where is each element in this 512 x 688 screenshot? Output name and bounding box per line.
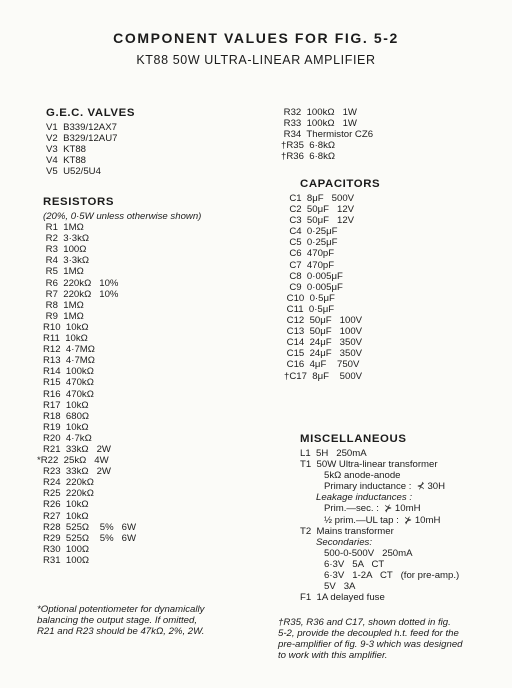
list-item: C10 0·5μF <box>284 292 335 304</box>
list-item: R32 100kΩ 1W <box>281 107 357 118</box>
resistors-heading: RESISTORS <box>43 196 115 208</box>
list-item: R15 470kΩ <box>43 377 94 389</box>
list-item: R16 470kΩ <box>43 388 94 400</box>
footnote-line: to work with this amplifier. <box>278 650 388 662</box>
list-item: R34 Thermistor CZ6 <box>281 129 374 141</box>
list-item: *R22 25kΩ 4W <box>37 455 109 467</box>
list-item: R7 220kΩ 10% <box>43 288 119 300</box>
footnote-line: †R35, R36 and C17, shown dotted in fig. <box>278 617 451 628</box>
list-item: R14 100kΩ <box>43 366 94 378</box>
list-item: R11 10kΩ <box>43 333 88 345</box>
list-item: R24 220kΩ <box>43 477 94 489</box>
miscellaneous-list <box>300 448 459 603</box>
list-item: R1 1MΩ <box>43 222 84 234</box>
list-item: C16 4μF 750V <box>284 359 360 371</box>
list-item: C14 24μF 350V <box>284 337 363 349</box>
list-item: C11 0·5μF <box>284 303 335 315</box>
list-item: R30 100Ω <box>43 543 90 555</box>
list-item: R25 220kΩ <box>43 488 94 500</box>
list-item: R9 1MΩ <box>43 310 84 322</box>
list-item: V4 KT88 <box>46 155 86 167</box>
resistors-list <box>37 222 201 566</box>
list-item: R33 100kΩ 1W <box>281 118 357 130</box>
list-item: C15 24μF 350V <box>284 348 363 360</box>
list-item: †R36 6·8kΩ <box>281 151 336 163</box>
list-item: Leakage inductances : <box>300 492 413 504</box>
list-item: C3 50μF 12V <box>284 215 355 227</box>
list-item: R8 1MΩ <box>43 299 84 311</box>
list-item: R21 33kΩ 2W <box>43 443 111 455</box>
footnote-line: balancing the output stage. If omitted, <box>37 615 198 627</box>
list-item: Prim.—sec. : ⊁ 10mH <box>300 503 421 515</box>
list-item: R13 4·7MΩ <box>43 355 95 367</box>
valves-section <box>46 107 135 177</box>
list-item: R23 33kΩ 2W <box>43 466 111 478</box>
list-item: T2 Mains transformer <box>300 525 394 537</box>
list-item: 5V 3A <box>300 581 356 593</box>
list-item: C1 8μF 500V <box>284 193 355 204</box>
list-item: 6·3V 5A CT <box>300 558 385 570</box>
list-item: R19 10kΩ <box>43 421 89 433</box>
list-item: ½ prim.—UL tap : ⊁ 10mH <box>300 514 441 526</box>
list-item: Primary inductance : ⊀ 30H <box>300 481 446 493</box>
list-item: R12 4·7MΩ <box>43 344 95 356</box>
list-item: R31 100Ω <box>43 554 90 566</box>
page-subtitle: KT88 50W ULTRA-LINEAR AMPLIFIER <box>136 53 376 67</box>
list-item: C12 50μF 100V <box>284 315 363 327</box>
list-item: V2 B329/12AU7 <box>46 133 118 145</box>
list-item: V1 B339/12AX7 <box>46 122 117 133</box>
list-item: C6 470pF <box>284 248 335 260</box>
resistors-note: (20%, 0·5W unless otherwise shown) <box>43 211 202 222</box>
list-item: †C17 8μF 500V <box>284 370 363 382</box>
list-item: R4 3·3kΩ <box>43 255 90 267</box>
miscellaneous-heading: MISCELLANEOUS <box>300 433 407 445</box>
list-item: C2 50μF 12V <box>284 204 355 216</box>
list-item: R18 680Ω <box>43 410 90 422</box>
list-item: 6·3V 1-2A CT (for pre-amp.) <box>300 570 460 582</box>
footnote-left <box>37 604 204 637</box>
list-item: V5 U52/5U4 <box>46 166 101 178</box>
list-item: R27 10kΩ <box>43 510 89 522</box>
footnote-line: pre-amplifier of fig. 9-3 which was designed <box>278 639 463 651</box>
list-item: Secondaries: <box>300 536 372 548</box>
valves-heading: G.E.C. VALVES <box>46 107 136 119</box>
list-item: R5 1MΩ <box>43 266 84 278</box>
list-item: C13 50μF 100V <box>284 326 363 338</box>
list-item: 5kΩ anode-anode <box>300 470 401 482</box>
footnote-line: 5-2, provide the decoupled h.t. feed for the <box>278 628 459 640</box>
capacitors-section <box>284 178 380 382</box>
list-item: R28 525Ω 5% 6W <box>43 521 137 533</box>
resistors-section <box>37 196 202 566</box>
capacitors-list <box>284 193 380 382</box>
list-item: C9 0·005μF <box>284 281 343 293</box>
footnote-right <box>278 617 463 661</box>
list-item: R29 525Ω 5% 6W <box>43 532 137 544</box>
list-item: 500-0-500V 250mA <box>300 547 413 559</box>
page-title: COMPONENT VALUES FOR FIG. 5-2 <box>113 30 399 46</box>
list-item: L1 5H 250mA <box>300 448 367 459</box>
list-item: R20 4·7kΩ <box>43 432 92 444</box>
footnote-line: R21 and R23 should be 47kΩ, 2%, 2W. <box>37 626 205 638</box>
list-item: C5 0·25μF <box>284 237 338 249</box>
capacitors-heading: CAPACITORS <box>300 178 381 190</box>
list-item: R6 220kΩ 10% <box>43 277 119 289</box>
list-item: R10 10kΩ <box>43 321 89 333</box>
valves-list <box>46 122 135 177</box>
list-item: R17 10kΩ <box>43 399 89 411</box>
list-item: C4 0·25μF <box>284 226 338 238</box>
list-item: †R35 6·8kΩ <box>281 140 336 152</box>
miscellaneous-section <box>300 433 459 603</box>
list-item: R26 10kΩ <box>43 499 89 511</box>
list-item: R3 100Ω <box>43 244 87 256</box>
list-item: R2 3·3kΩ <box>43 233 90 245</box>
footnote-line: *Optional potentiometer for dynamically <box>37 604 205 615</box>
list-item: C8 0·005μF <box>284 270 343 282</box>
list-item: V3 KT88 <box>46 144 86 156</box>
list-item: T1 50W Ultra-linear transformer <box>300 459 438 471</box>
list-item: C7 470pF <box>284 259 335 271</box>
list-item: F1 1A delayed fuse <box>300 592 385 604</box>
resistors-continued <box>281 107 373 162</box>
